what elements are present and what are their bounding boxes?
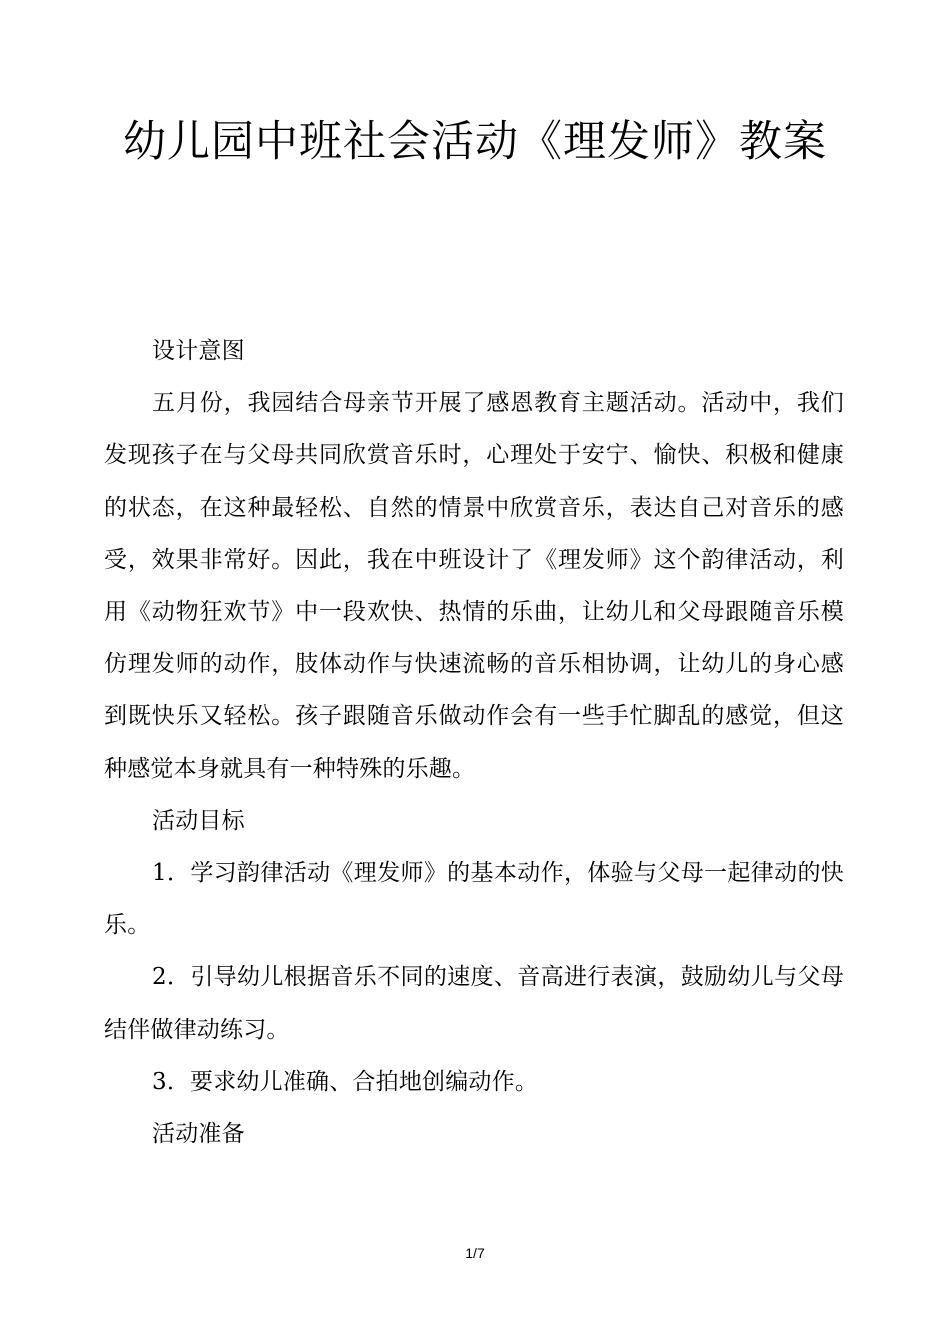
- section-heading-activity-preparation: 活动准备: [152, 1121, 245, 1148]
- goal-item-2: 2．引导幼儿根据音乐不同的速度、音高进行表演，鼓励幼儿与父母结伴做律动练习。: [104, 964, 844, 1043]
- document-title: 幼儿园中班社会活动《理发师》教案: [123, 117, 827, 167]
- goal-item-3: 3．要求幼儿准确、合拍地创编动作。: [152, 1068, 539, 1095]
- section-heading-design-intent: 设计意图: [152, 338, 245, 364]
- section-heading-activity-goals: 活动目标: [152, 807, 245, 834]
- paragraph-design-intent: 五月份，我园结合母亲节开展了感恩教育主题活动。活动中，我们发现孩子在与父母共同欣赏音乐时，心理处于安宁、愉快、积极和健康的状态，在这种最轻松、自然的情景中欣赏音乐，表达自己对音乐的感受，效果非常好。因此，我在中班设计了《理发师》这个韵律活动，利用《动物狂欢节》中一段欢快、热情的乐曲，让幼儿和父母跟随音乐模仿理发师的动作，肢体动作与快速流畅的音乐相协调，让幼儿的身心感到既快乐又轻松。孩子跟随音乐做动作会有一些手忙脚乱的感觉，但这种感觉本身就具有一种特殊的乐趣。: [104, 390, 844, 782]
- document-body: [104, 325, 844, 1160]
- goal-item-1: 1．学习韵律活动《理发师》的基本动作，体验与父母一起律动的快乐。: [104, 860, 844, 939]
- page-number: 1/7: [465, 1245, 485, 1261]
